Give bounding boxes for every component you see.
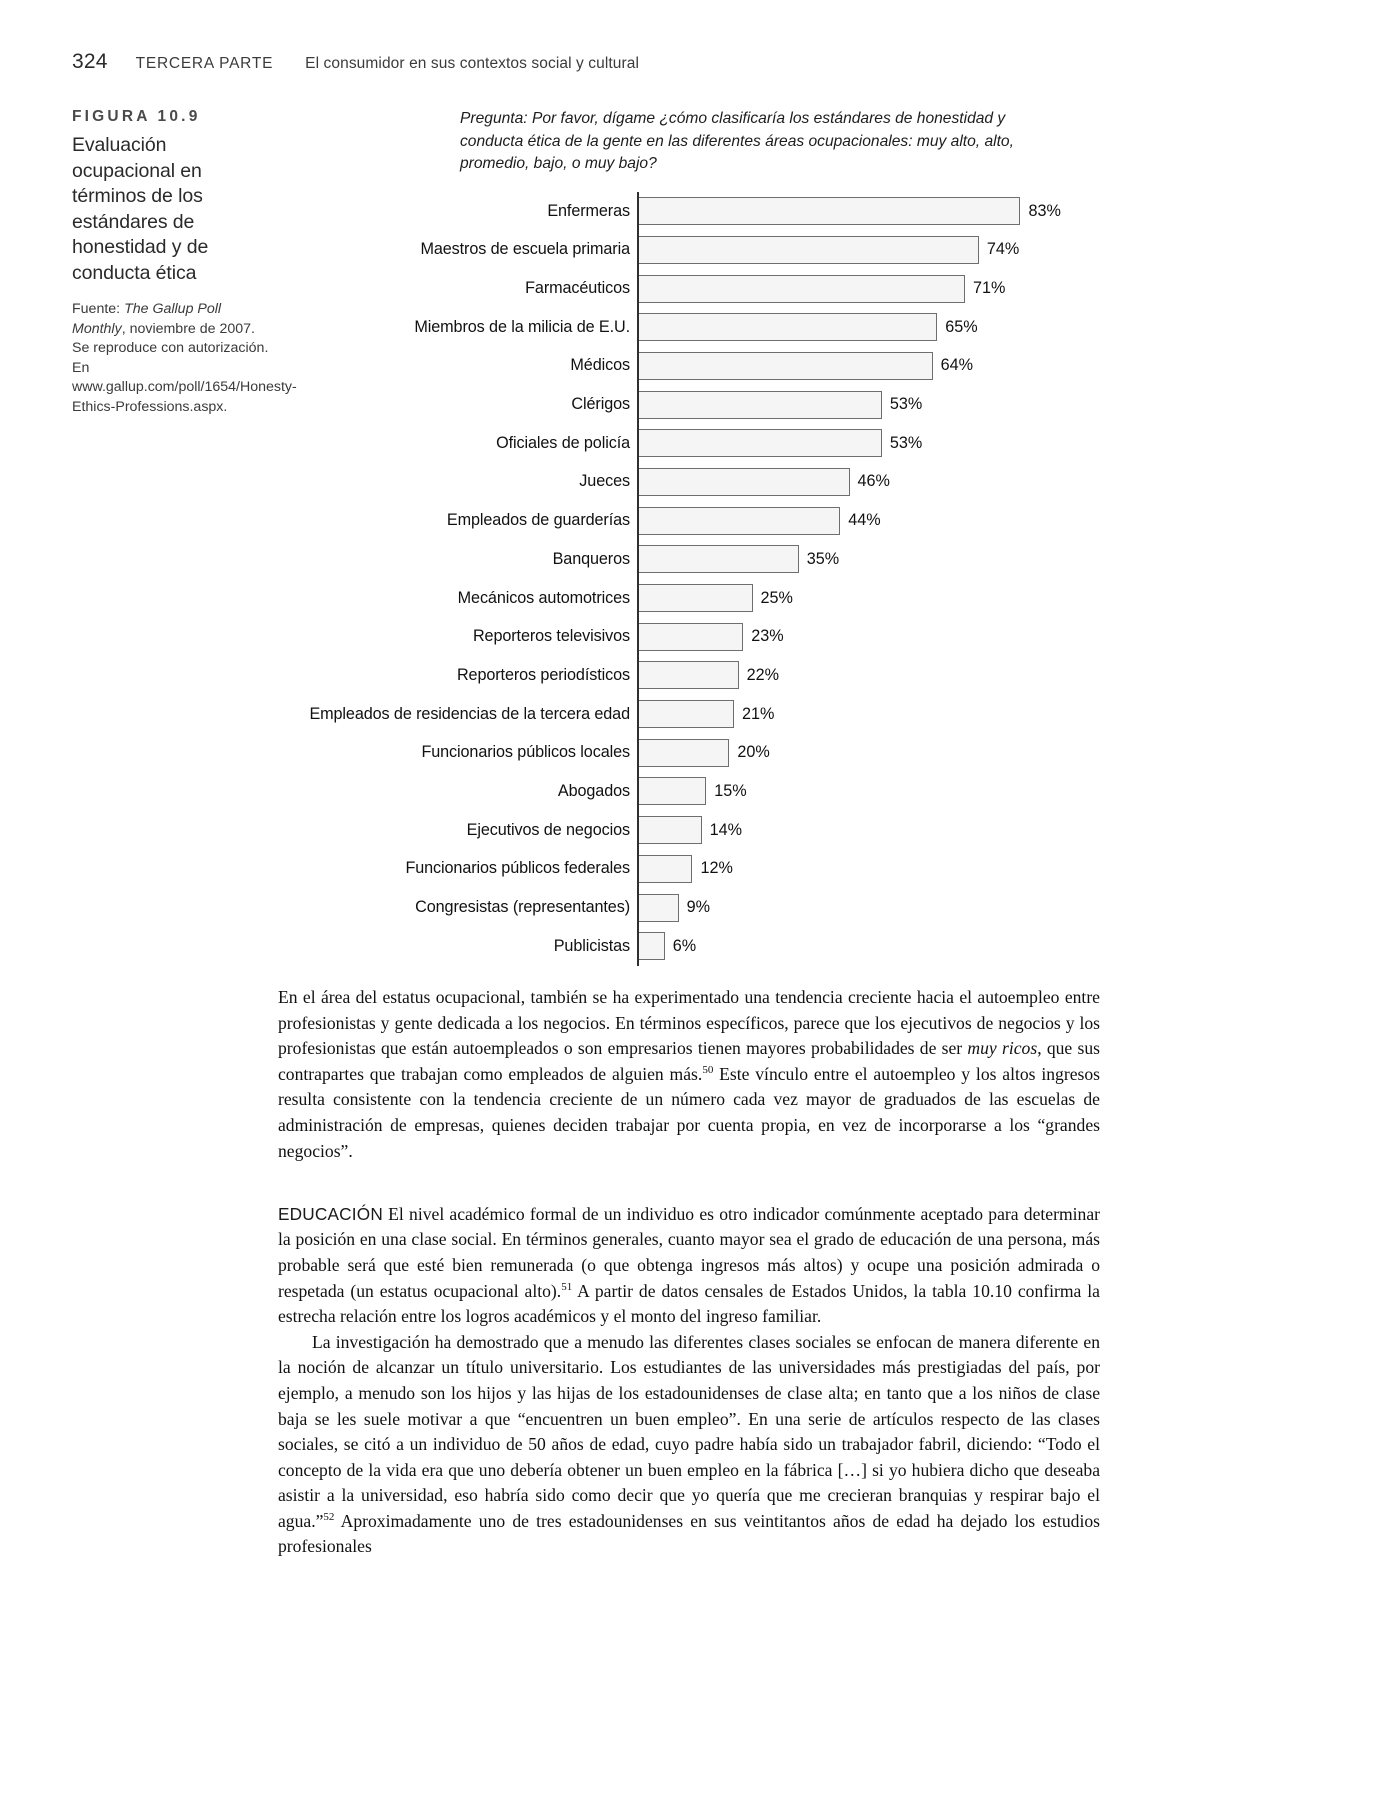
- chart-row: [300, 733, 1100, 772]
- paragraph-research: [278, 1330, 1100, 1560]
- chart-row-label: Empleados de residencias de la tercera edad: [309, 704, 630, 723]
- chart-row-label: Congresistas (representantes): [415, 898, 630, 916]
- chart-row: [300, 772, 1100, 811]
- figure-source-rest: , noviembre de 2007. Se reproduce con autorización. En www.gallup.com/poll/1654/Honesty-Ethics-Professions.aspx.: [72, 320, 297, 415]
- chart-bar: [637, 700, 734, 728]
- chart-bar-wrap: [637, 894, 1100, 922]
- chart-bar: [637, 932, 665, 960]
- chart-bar-wrap: [637, 313, 1100, 341]
- chart-bar-value: 65%: [945, 317, 978, 336]
- paragraph-occupational-status: [278, 985, 1100, 1164]
- chart-row: [300, 579, 1100, 618]
- chart-row-label: Clérigos: [571, 395, 630, 414]
- chart-bar-wrap: [637, 855, 1100, 883]
- running-head: [72, 50, 639, 74]
- figure-source: [72, 300, 297, 418]
- chart-row: [300, 385, 1100, 424]
- chart-axis-line: [637, 192, 639, 966]
- chart-bar: [637, 468, 850, 496]
- chart-row: [300, 230, 1100, 269]
- chart-row-label: Ejecutivos de negocios: [466, 820, 630, 839]
- chart-row-label: Empleados de guarderías: [446, 511, 630, 530]
- chart-row: [300, 927, 1100, 966]
- chart-bar-wrap: [637, 932, 1100, 960]
- para3-part-a: La investigación ha demostrado que a menudo las diferentes clases sociales se enfocan de manera diferente en la noción de alcanzar un título universitario. Los estudiantes de las universidades más prestigiadas del país, por ejemplo, a menudo son los hijos y las hijas de los estadounidenses de clase alta; en tanto que a los niños de clase baja se les suele motivar a que “encuentren un buen empleo”. En una serie de artículos respecto de las clases sociales, se citó a un individuo de 50 años de edad, cuyo padre había sido un trabajador fabril, diciendo: “Todo el concepto de la vida era que uno debería obtener un buen empleo en la fábrica […] si yo hubiera dicho que deseaba asistir a la universidad, eso habría sido como decir que yo quería que me crecieran branquias y respirar bajo el agua.”: [278, 1331, 1100, 1531]
- footnote-marker-51: 51: [561, 1280, 573, 1293]
- footnote-marker-50: 50: [702, 1063, 714, 1076]
- chart-bar-value: 44%: [848, 511, 881, 530]
- chart-row-label: Miembros de la milicia de E.U.: [414, 317, 630, 336]
- chart-bar: [637, 236, 979, 264]
- section-heading-educacion: EDUCACIÓN: [278, 1203, 383, 1224]
- chart-row: [300, 656, 1100, 695]
- para1-part-c: Este vínculo entre el autoempleo y los altos ingresos resulta consistente con la tendencia creciente de un número cada vez mayor de graduados de las escuelas de administración de empresas, quienes deciden trabajar por cuenta propia, en vez de incorporarse a los “grandes negocios”.: [278, 1063, 1100, 1161]
- chapter-title: El consumidor en sus contextos social y cultural: [305, 55, 640, 72]
- chart-bar-wrap: [637, 391, 1100, 419]
- chart-bar: [637, 507, 840, 535]
- chart-row: [300, 617, 1100, 656]
- paragraph-spacer: [278, 1164, 1100, 1190]
- chart-row: [300, 695, 1100, 734]
- chart-bar-wrap: [637, 739, 1100, 767]
- chart-row: [300, 811, 1100, 850]
- para1-part-a: En el área del estatus ocupacional, también se ha experimentado una tendencia creciente hacia el autoempleo entre profesionistas y gente dedicada a los negocios. En términos específicos, parece que los ejecutivos de negocios y los profesionistas que están autoempleados o son empresarios tienen mayores probabilidades de ser: [278, 987, 1100, 1059]
- chart-bar: [637, 584, 753, 612]
- chart-bar: [637, 661, 739, 689]
- chart-row-label: Banqueros: [552, 549, 630, 568]
- chart-row-label: Oficiales de policía: [496, 433, 630, 452]
- footnote-marker-52: 52: [323, 1511, 335, 1524]
- chart-bar: [637, 429, 882, 457]
- chart-bar: [637, 275, 965, 303]
- chart-row-label: Farmacéuticos: [525, 279, 630, 297]
- chart-bar-value: 53%: [889, 433, 923, 452]
- para2-part-a: El nivel académico formal de un individuo es otro indicador comúnmente aceptado para determinar la posición en una clase social. En términos generales, cuanto mayor sea el grado de educación de una persona, más probable será que esté bien remunerada (o que obtenga ingresos más altos) y ocupe una posición admirada o respetada (un estatus ocupacional alto).: [278, 1203, 1100, 1301]
- body-text: [278, 985, 1100, 1560]
- chart-row: [300, 849, 1100, 888]
- page-number: 324: [72, 50, 108, 73]
- chart-bar-value: 9%: [686, 898, 710, 916]
- figure-caption: Evaluación ocupacional en términos de los estándares de honestidad y de conducta ética: [72, 134, 209, 284]
- chart-bar: [637, 352, 933, 380]
- figure-number: FIGURA 10.9: [72, 108, 201, 125]
- horizontal-bar-chart: [300, 192, 1100, 966]
- part-label: TERCERA PARTE: [135, 55, 274, 72]
- chart-bar-wrap: [637, 197, 1100, 225]
- chart-row-label: Abogados: [557, 781, 630, 800]
- chart-row: [300, 347, 1100, 386]
- para1-part-b: , que sus contrapartes que trabajan como empleados de alguien más.: [278, 1038, 1100, 1084]
- chart-bar: [637, 894, 679, 922]
- chart-bar-wrap: [637, 352, 1100, 380]
- chart-bar-wrap: [637, 545, 1100, 573]
- chart-bar: [637, 623, 743, 651]
- chart-bar-wrap: [637, 816, 1100, 844]
- chart-row: [300, 463, 1100, 502]
- chart-row-label: Reporteros periodísticos: [456, 665, 630, 684]
- chart-question: Pregunta: Por favor, dígame ¿cómo clasificaría los estándares de honestidad y conducta ética de la gente en las diferentes áreas ocupacionales: muy alto, alto, promedio, bajo, o muy bajo?: [460, 110, 1014, 173]
- figure-sidebar: [72, 108, 297, 418]
- chart-bar-value: 12%: [700, 859, 733, 878]
- chart-row: [300, 424, 1100, 463]
- chart-bar: [637, 739, 729, 767]
- chart-bar-value: 6%: [672, 936, 697, 955]
- figure-chart-block: [300, 108, 1100, 966]
- chart-bar-value: 25%: [760, 588, 793, 607]
- chart-bar: [637, 545, 799, 573]
- chart-bar-wrap: [637, 777, 1100, 805]
- chart-row: [300, 501, 1100, 540]
- chart-row-label: Médicos: [570, 356, 630, 375]
- chart-bar-wrap: [637, 507, 1100, 535]
- chart-row-label: Mecánicos automotrices: [457, 588, 630, 607]
- chart-bar-value: 74%: [986, 240, 1020, 259]
- figure-source-publication: The Gallup Poll Monthly: [72, 301, 222, 337]
- chart-rows: [300, 192, 1100, 966]
- chart-bar-wrap: [637, 661, 1100, 689]
- chart-bar: [637, 391, 882, 419]
- chart-bar-value: 21%: [742, 704, 775, 723]
- chart-bar: [637, 855, 692, 883]
- chart-bar-value: 14%: [709, 820, 743, 839]
- chart-row-label: Publicistas: [553, 936, 630, 955]
- chart-bar-value: 46%: [857, 472, 890, 491]
- chart-bar-value: 15%: [714, 781, 747, 800]
- chart-row-label: Jueces: [579, 472, 630, 491]
- chart-bar-value: 83%: [1028, 201, 1061, 220]
- chart-bar-value: 64%: [940, 356, 974, 375]
- chart-bar-value: 20%: [737, 743, 770, 762]
- chart-bar: [637, 313, 937, 341]
- chart-bar: [637, 197, 1020, 225]
- chart-bar-wrap: [637, 429, 1100, 457]
- chart-bar-wrap: [637, 584, 1100, 612]
- figure-source-prefix: Fuente:: [72, 301, 125, 317]
- chart-bar-wrap: [637, 623, 1100, 651]
- chart-row-label: Funcionarios públicos federales: [405, 859, 630, 878]
- chart-bar-value: 71%: [973, 279, 1006, 297]
- chart-row-label: Reporteros televisivos: [472, 627, 630, 646]
- chart-bar-wrap: [637, 236, 1100, 264]
- chart-bar-value: 22%: [746, 665, 780, 684]
- para3-part-b: Aproximadamente uno de tres estadounidenses en sus veintitantos años de edad ha dejado los estudios profesionales: [278, 1510, 1100, 1557]
- chart-row-label: Enfermeras: [547, 201, 630, 220]
- chart-bar-wrap: [637, 468, 1100, 496]
- chart-bar-value: 53%: [889, 395, 923, 414]
- chart-row: [300, 192, 1100, 231]
- chart-bar-wrap: [637, 700, 1100, 728]
- paragraph-education: [278, 1202, 1100, 1330]
- chart-row: [300, 269, 1100, 308]
- chart-bar-value: 35%: [806, 549, 840, 568]
- para2-part-b: A partir de datos censales de Estados Unidos, la tabla 10.10 confirma la estrecha relación entre los logros académicos y el monto del ingreso familiar.: [278, 1280, 1100, 1327]
- para1-emphasis: muy ricos: [967, 1038, 1038, 1059]
- chart-row: [300, 540, 1100, 579]
- chart-bar-value: 23%: [751, 627, 784, 646]
- chart-row-label: Maestros de escuela primaria: [420, 240, 630, 259]
- chart-bar: [637, 816, 702, 844]
- chart-bar: [637, 777, 706, 805]
- chart-row: [300, 888, 1100, 927]
- chart-bar-wrap: [637, 275, 1100, 303]
- chart-row-label: Funcionarios públicos locales: [421, 743, 630, 762]
- chart-row: [300, 308, 1100, 347]
